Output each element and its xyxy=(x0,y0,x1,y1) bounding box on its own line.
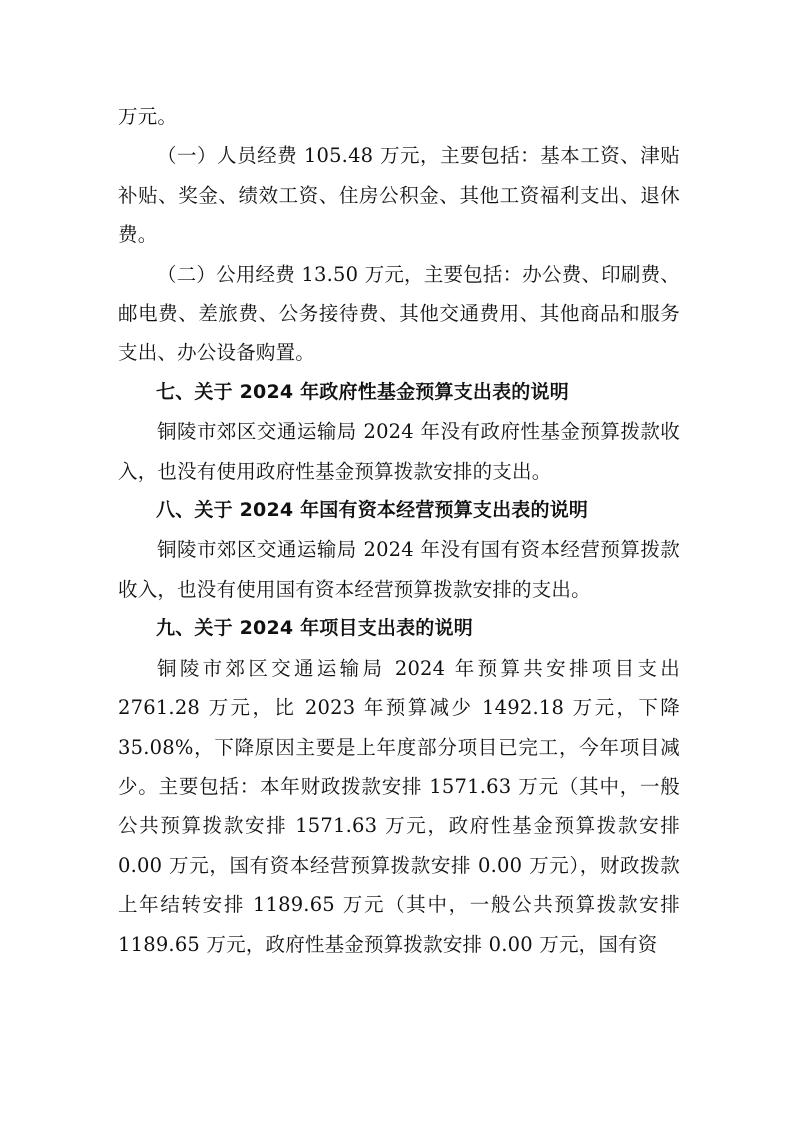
section-heading-state-capital: 八、关于 2024 年国有资本经营预算支出表的说明 xyxy=(156,499,589,522)
paragraph-project-expenditure: 铜陵市郊区交通运输局 2024 年预算共安排项目支出 2761.28 万元，比 2023 年预算减少 1492.18 万元，下降 35.08%，下降原因主要是上年度部分项目已完工，今年项目减少。主要包括：本年财政拨款安排 1571.63 万元（其中，一般公共预算拨款安排 1571.63 万元，政府性基金预算拨款安排 0.00 万元，国有资本经营预算拨款安排 0.00 万元），财政拨款上年结转安排 1189.65 万元（其中，一般公共预算拨款安排 1189.65 万元，政府性基金预算拨款安排 0.00 万元，国有资 xyxy=(118,656,680,956)
paragraph-personnel-expenses: （一）人员经费 105.48 万元，主要包括：基本工资、津贴补贴、奖金、绩效工资、住房公积金、其他工资福利支出、退休费。 xyxy=(118,144,680,247)
paragraph-continuation: 万元。 xyxy=(118,105,178,128)
section-heading-government-fund: 七、关于 2024 年政府性基金预算支出表的说明 xyxy=(156,380,569,403)
section-heading-project-expenditure: 九、关于 2024 年项目支出表的说明 xyxy=(156,617,473,640)
paragraph-government-fund: 铜陵市郊区交通运输局 2024 年没有政府性基金预算拨款收入，也没有使用政府性基金预算拨款安排的支出。 xyxy=(118,420,680,483)
paragraph-public-expenses: （二）公用经费 13.50 万元，主要包括：办公费、印刷费、邮电费、差旅费、公务接待费、其他交通费用、其他商品和服务支出、办公设备购置。 xyxy=(118,262,680,365)
document-body xyxy=(118,97,680,964)
paragraph-state-capital: 铜陵市郊区交通运输局 2024 年没有国有资本经营预算拨款收入，也没有使用国有资本经营预算拨款安排的支出。 xyxy=(118,538,680,601)
